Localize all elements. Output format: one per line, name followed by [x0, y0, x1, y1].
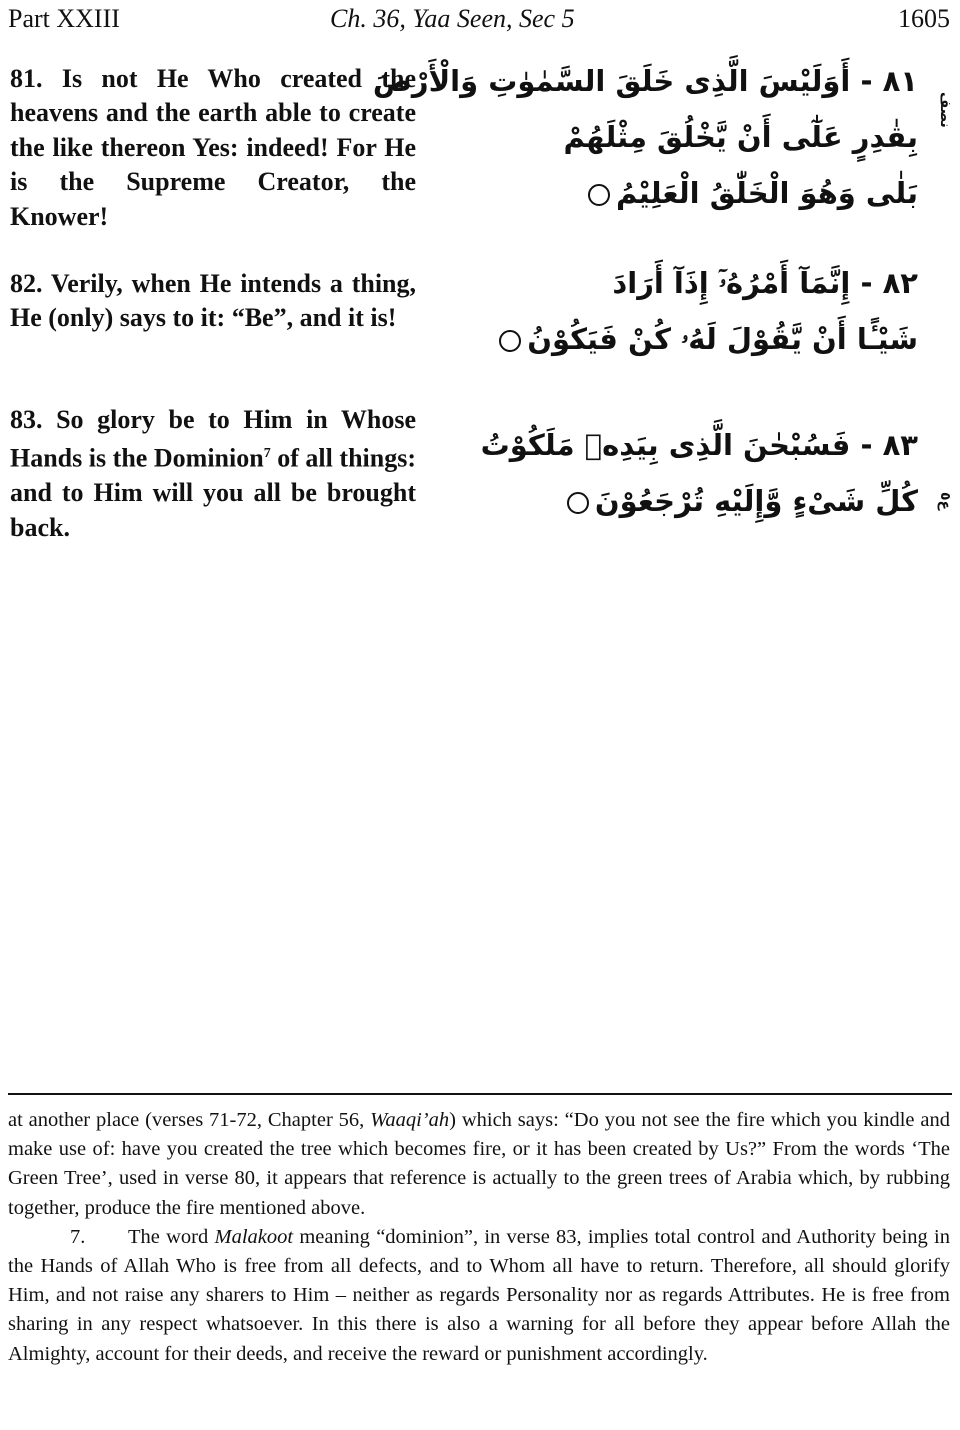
part-label: Part XXIII: [8, 4, 120, 33]
chapter-title: Ch. 36, Yaa Seen, Sec 5: [330, 4, 575, 33]
verse-83-side-mark: ع٥: [937, 492, 953, 511]
footnote-7-number: 7.: [70, 1225, 86, 1248]
verse-82-arabic: [478, 266, 918, 378]
verse-81-arabic-line-1: ٨١ - أَوَلَيْسَ الَّذِى خَلَقَ السَّمٰوٰتِ وَالْأَرْضَ: [372, 64, 918, 98]
page-number: 1605: [898, 4, 950, 33]
page-header: [8, 4, 950, 38]
verse-82-english: 82. Verily, when He intends a thing, He (only) says to it: “Be”, and it is!: [10, 269, 416, 333]
verse-81-arabic: [372, 64, 918, 232]
verse-end-circle-icon: [567, 492, 589, 514]
verse-83-arabic-line-1: ٨٣ - فَسُبْحٰنَ الَّذِى بِيَدِهٖ مَلَكُوْتُ: [480, 428, 918, 462]
verse-82-arabic-line-1: ٨٢ - إِنَّمَآ أَمْرُهُۥٓ إِذَآ أَرَادَ: [612, 266, 918, 300]
footnote-divider: [8, 1093, 952, 1095]
verse-end-circle-icon: [588, 184, 610, 206]
verse-end-circle-icon: [499, 330, 521, 352]
verse-81-english: 81. Is not He Who created the heavens and the earth able to create the like thereon Yes: indeed! For He is the Supreme Creator, the Knower!: [10, 64, 416, 231]
verse-81-side-mark: نصف: [937, 92, 953, 128]
verse-83-arabic: [478, 428, 918, 540]
footnotes: [8, 1106, 950, 1369]
verse-83-english: 83. So glory be to Him in Whose Hands is the Dominion$^7$ of all things: and to Him will you all be brought back.: [10, 405, 416, 542]
footnote-7: 7. The word Malakoot meaning “dominion”, in verse 83, implies total control and Authority being in the Hands of Allah Who is free from all defects, and to Whom all have to return. Therefore, all should glorify Him, and not raise any sharers to Him – neither as regards Personality nor as regards Attributes. He is free from sharing in any respect whatsoever. In this there is also a warning for all before they appear before Allah the Almighty, account for their deeds, and receive the reward or punishment accordingly.: [8, 1223, 950, 1369]
footnote-7-marker: 7: [263, 446, 271, 462]
verse-81-arabic-line-3: بَلٰى وَهُوَ الْخَلّٰقُ الْعَلِيْمُ: [616, 176, 918, 210]
verse-81-arabic-line-2: بِقٰدِرٍ عَلٰٓى أَنْ يَّخْلُقَ مِثْلَهُمْ: [563, 120, 918, 154]
footnote-continuation: at another place (verses 71-72, Chapter 56, Waaqi’ah) which says: “Do you not see the fire which you kindle and make use of: have you created the tree which becomes fire, or it has been created by Us?” From the words ‘The Green Tree’, used in verse 80, it appears that reference is actually to the green trees of Arabia which, by rubbing together, produce the fire mentioned above.: [8, 1109, 950, 1219]
verse-82-arabic-line-2: شَيْـًٔا أَنْ يَّقُوْلَ لَهُۥ كُنْ فَيَكُوْنُ: [527, 322, 918, 356]
verse-83-arabic-line-2: كُلِّ شَىْءٍ وَّإِلَيْهِ تُرْجَعُوْنَ: [594, 484, 918, 518]
